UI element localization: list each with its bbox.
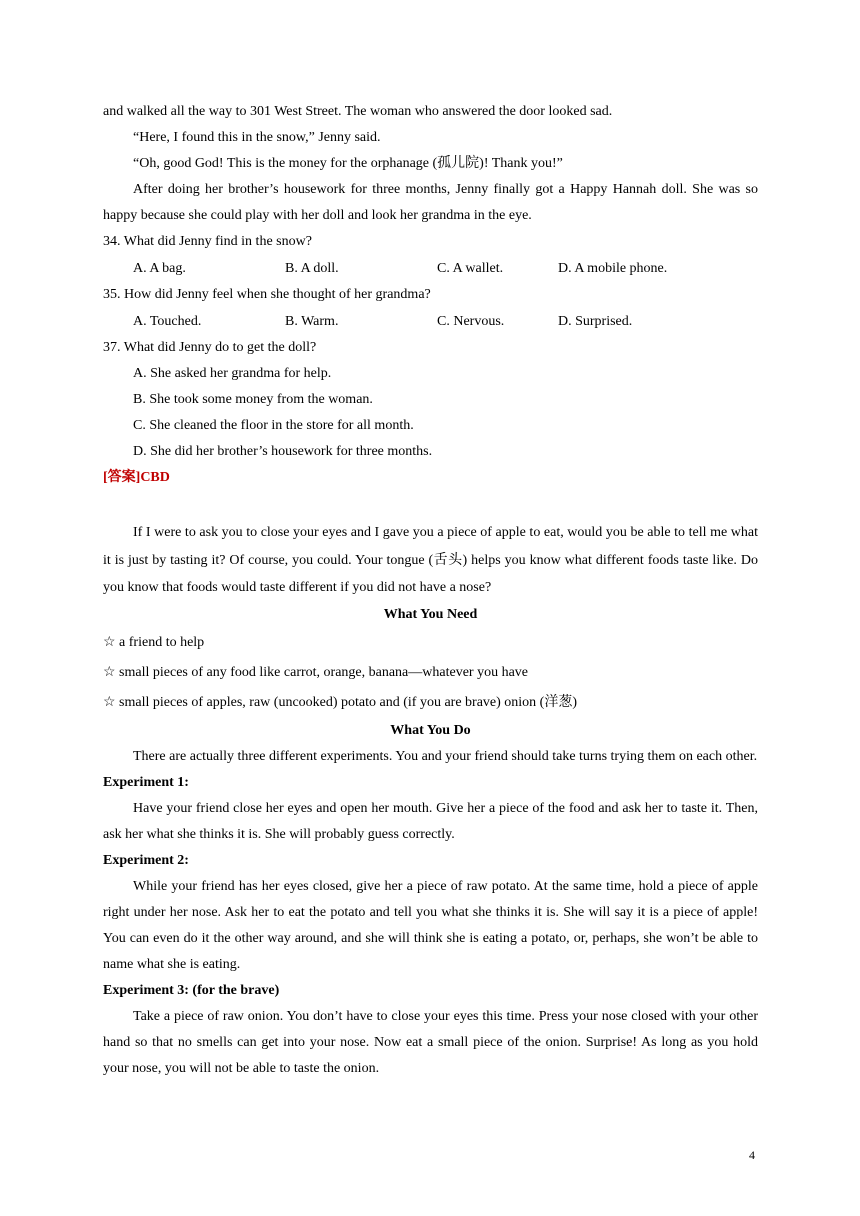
option: C. She cleaned the floor in the store for all month. [133,418,414,433]
document-page [103,99,758,1082]
option: D. Surprised. [558,314,633,329]
option: C. A wallet. [437,261,504,276]
experiment-2-text: While your friend has her eyes closed, give her a piece of raw potato. At the same time, hold a piece of apple right under her nose. Ask her to eat the potato and tell you what she thinks it is. She will say it is a piece of apple! You can even do it the other way around, and she will think she is eating a potato, or, perhaps, she won’t be able to name what she is eating. [103,878,758,972]
story-paragraph-4: After doing her brother’s housework for three months, Jenny finally got a Happy Hannah doll. She was so happy because she could play with her doll and look her grandma in the eye. [103,182,758,223]
question-37: 37. What did Jenny do to get the doll? [103,340,317,355]
question-35: 35. How did Jenny feel when she thought of her grandma? [103,287,431,302]
passage-intro: If I were to ask you to close your eyes and I gave you a piece of apple to eat, would you be able to tell me what it is just by tasting it? Of course, you could. Your tongue (舌头) helps you know what different foods taste like. Do you know that foods would taste different if you did not have a nose? [103,525,758,595]
question-35-options [103,308,758,335]
spacer [103,491,758,519]
need-item: ☆ a friend to help [103,634,205,650]
what-you-need-heading: What You Need [383,606,478,622]
option: B. Warm. [285,314,339,329]
need-item: ☆ small pieces of apples, raw (uncooked) potato and (if you are brave) onion (洋葱) [103,694,578,710]
experiment-3-title: Experiment 3: (for the brave) [103,982,280,998]
option: A. She asked her grandma for help. [133,366,332,381]
need-item: ☆ small pieces of any food like carrot, orange, banana—whatever you have [103,664,528,680]
option: D. A mobile phone. [558,261,668,276]
story-paragraph-2: “Here, I found this in the snow,” Jenny said. [133,130,381,145]
question-34-options [103,255,758,282]
story-paragraph-1: and walked all the way to 301 West Street. The woman who answered the door looked sad. [103,104,613,119]
answer-key: [答案]CBD [103,470,170,485]
option: B. A doll. [285,261,339,276]
option: A. A bag. [133,261,186,276]
question-34: 34. What did Jenny find in the snow? [103,234,312,249]
experiment-1-title: Experiment 1: [103,774,189,790]
what-you-do-heading: What You Do [390,722,471,738]
option: B. She took some money from the woman. [133,392,373,407]
option: A. Touched. [133,314,202,329]
option: D. She did her brother’s housework for three months. [133,444,433,459]
option: C. Nervous. [437,314,505,329]
story-paragraph-3: “Oh, good God! This is the money for the orphanage (孤儿院)! Thank you!” [133,156,563,171]
what-you-do-intro: There are actually three different experiments. You and your friend should take turns trying them on each other. [133,748,758,764]
page-number: 4 [749,1148,755,1162]
experiment-2-title: Experiment 2: [103,852,189,868]
experiment-1-text: Have your friend close her eyes and open her mouth. Give her a piece of the food and ask her to taste it. Then, ask her what she thinks it is. She will probably guess correctly. [103,800,758,842]
experiment-3-text: Take a piece of raw onion. You don’t have to close your eyes this time. Press your nose closed with your other hand so that no smells can get into your nose. Now eat a small piece of the onion. Surprise! As long as you hold your nose, you will not be able to taste the onion. [103,1008,758,1076]
